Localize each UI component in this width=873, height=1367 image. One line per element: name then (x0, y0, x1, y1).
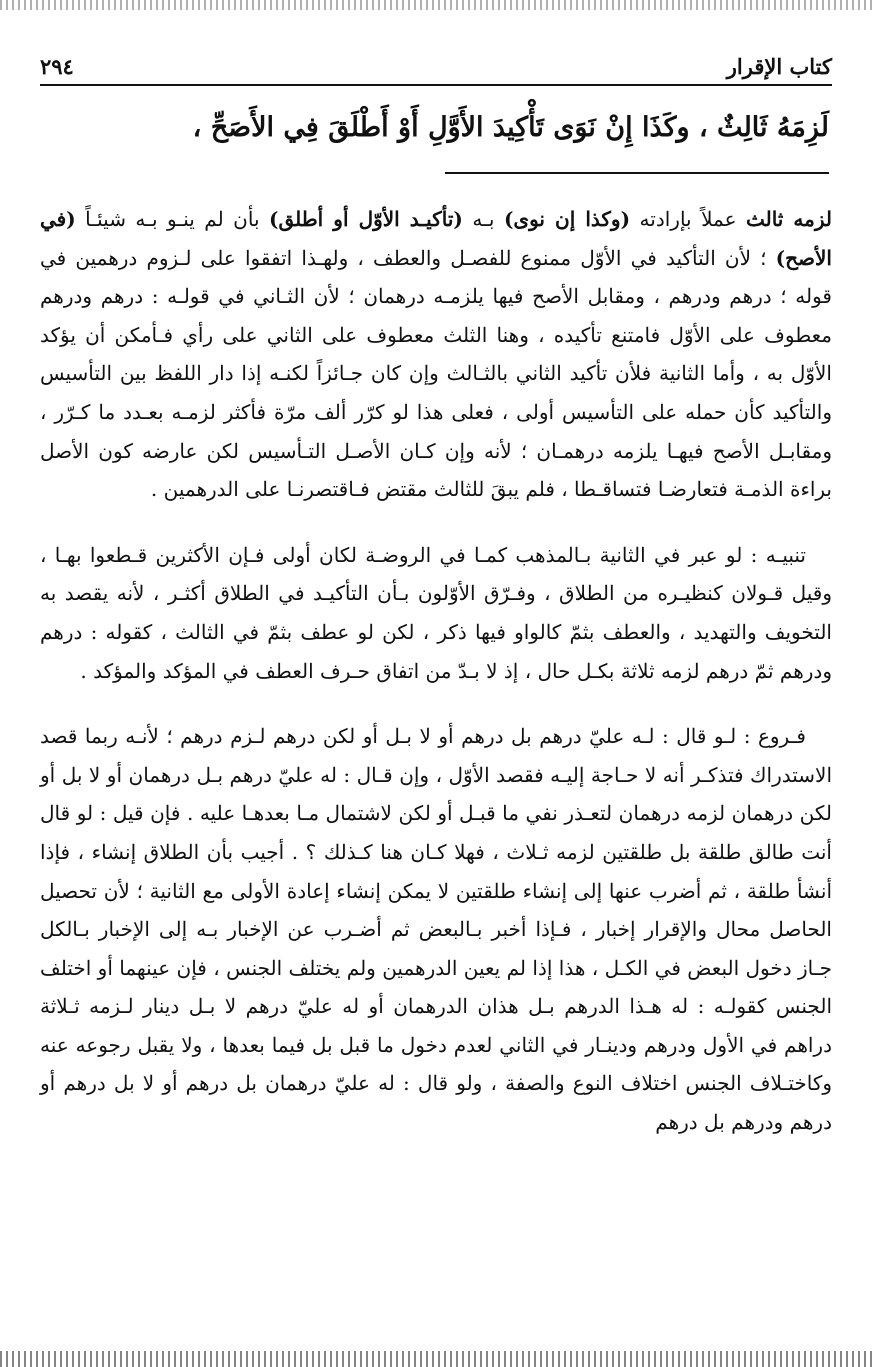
paragraph-text: ؛ لأن التأكيد في الأوّل ممنوع للفصـل والعطف ، ولهـذا اتفقوا على لـزوم درهمين في قوله ؛ درهم ودرهم ، ومقابل الأصح فيها يلزمـه درهمان ؛ لأن الثـاني في قولـه : درهم ودرهم معطوف على الأوّل فامتنع تأكيده ، وهنا الثلث معطوف على الثاني على رأي فـأمكن أن يؤكد الأوّل به ، وأما الثانية فلأن تأكيد الثاني بالثـالث وإن كان جـائزاً لكنـه إذا دار اللفظ بين التأسيس والتأكيد كأن حمله على التأسيس أولى ، فعلى هذا لو كرّر ألف مرّة فأكثر لزمـه بعـدد ما كـرّر ، ومقابـل الأصح فيهـا يلزمه درهمـان ؛ لأنه وإن كـان الأصـل التـأسيس لكن عارضه كون الأصل براءة الذمـة فتعارضـا فتساقـطا ، فلم يبقَ للثالث مقتض فـاقتصرنـا على الدرهمين . (40, 245, 832, 502)
note-lead: تنبيـه : (750, 542, 806, 567)
paragraph-text: بـه (462, 207, 504, 231)
quoted-term: (في الأصح) (40, 207, 832, 270)
book-title: كتاب الإقرار (726, 53, 832, 79)
commentary-paragraph-1 (40, 200, 832, 509)
running-header (40, 48, 832, 84)
branches-lead: فـروع : (743, 724, 806, 749)
paragraph-text: لو عبر في الثانية بـالمذهب كمـا في الروضـة لكان أولى فـإن الأكثرين قـطعوا بهـا ، وقيل قـولان كنظيـره من الطلاق ، وفـرّق الأوّلون بـأن التأكيـد في الطلاق أكثـر ، لأنه يقصد به التخويف والتهديد ، والعطف بثمّ كالواو فيها ذكر ، لكن لو عطف بثمّ في الثالث ، كقوله : درهم ودرهم ثمّ درهم لزمه ثلاثة بكـل حال ، إذ لا بـدّ من اتفاق حـرف العطف في المؤكد والمؤكد . (40, 542, 832, 683)
bottom-ornamental-border (0, 1351, 873, 1367)
quoted-term: لزمه ثالث (745, 207, 832, 231)
commentary-paragraph-2 (40, 536, 832, 690)
paragraph-text: عملاً بإرادته (630, 207, 746, 231)
commentary-paragraph-3 (40, 717, 832, 1142)
matn-separator-rule (445, 172, 829, 174)
paragraph-text: لـو قال : لـه عليّ درهم بل درهم أو لا بـل أو لكن درهم لـزم درهم ؛ لأنـه ربما قصد الاستدراك فتذكـر أنه لا حـاجة إليـه فقصد الأوّل ، وإن قـال : له عليّ درهم بـل درهمان أو لا بل أو لكن درهمان لزمه درهمان لتعـذر نفي ما قبـل أو لكن لاشتمال مـا بعدهـا عليه . فإن قيل : لو قال أنت طالق طلقة بل طلقتين لزمه ثـلاث ، فهلا كـان هنا كـذلك ؟ . أجيب بأن الطلاق إنشاء ، فإذا أنشأ طلقة ، ثم أضرب عنها إلى إنشاء طلقتين لا يمكن إنشاء إعادة الأولى مع الثانية ؛ لأن تحصيل الحاصل محال والإقرار إخبار ، فـإذا أخبر بـالبعض ثم أضـرب عن الإخبار بـه إلى الإخبار بـالكل جـاز دخول البعض في الكـل ، هذا إذا لم يعين الدرهمين ولم يختلف الجنس ، فإن عينهما أو اختلف الجنس كقولـه : له هـذا الدرهم بـل هذان الدرهمان أو له عليّ درهم لا بـل دينار لـزمه ثـلاثة دراهم في الأول ودرهم ودينـار في الثاني لعدم دخول ما قبل بل فيما بعدها ، ولا يقبل رجوعه عنه وكاختـلاف الجنس اختلاف النوع والصفة ، ولو قال : له عليّ درهمان بل درهم أو لا بل درهم أو درهم ودرهم بل درهم (40, 724, 832, 1135)
matn-text: لَزِمَهُ ثَالِثٌ ، وكَذَا إِنْ نَوَى تَأْكِيدَ الأَوَّلِ أَوْ أَطْلَقَ فِي الأَصَحِّ ، (192, 112, 829, 143)
header-rule (40, 84, 832, 86)
page-number: ٢٩٤ (40, 53, 74, 79)
paragraph-text: بأن لم ينـو بـه شيئـاً (75, 207, 269, 231)
top-ornamental-border (0, 0, 873, 10)
quoted-term: (تأكيـد الأوّل أو أطلق) (268, 207, 463, 231)
commentary-body (40, 200, 832, 1169)
quoted-term: (وكذا إن نوى) (503, 207, 631, 231)
